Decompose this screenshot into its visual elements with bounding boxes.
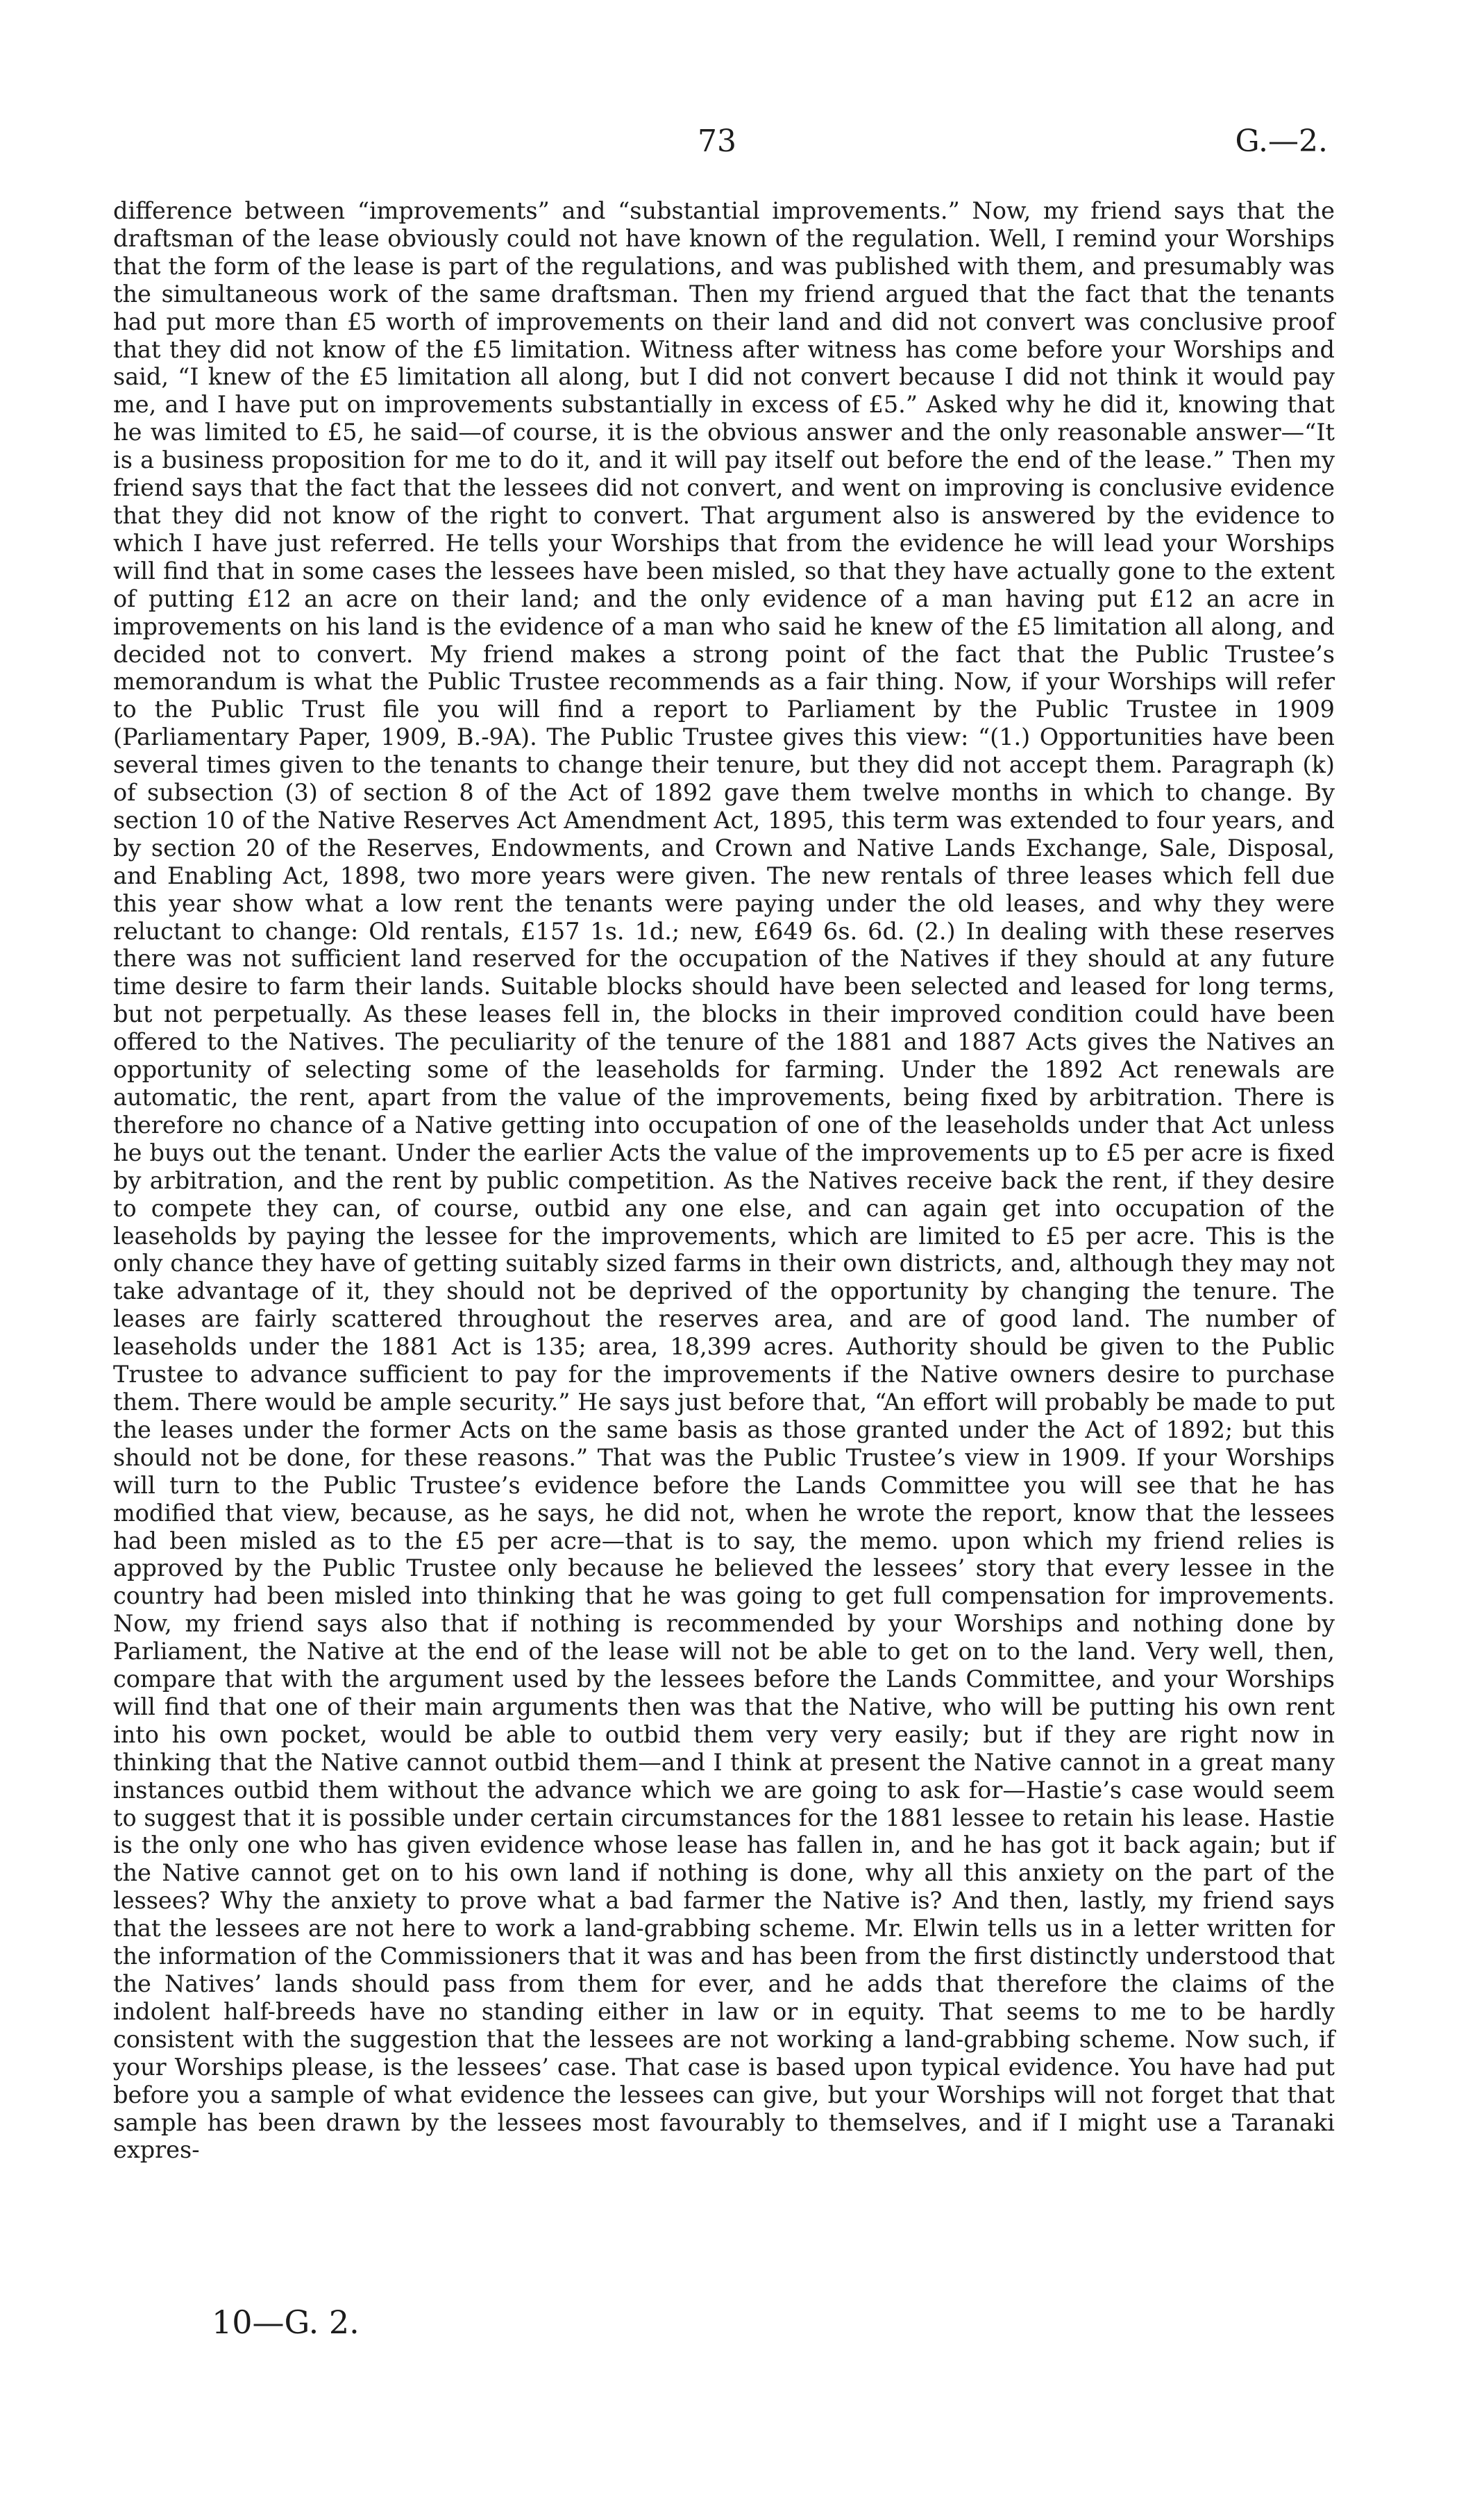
body-text <box>113 197 1335 2164</box>
page-number: 73 <box>698 124 736 159</box>
paper-reference: G.—2. <box>1235 124 1328 159</box>
body-paragraph: difference between “improvements” and “substantial improvements.” Now, my friend says that the draftsman of the lease obviously could not have known of the regulation. Well, I remind your Worships that the form of the lease is part of the regulations, and was published with them, and presumably was the simultaneous work of the same draftsman. Then my friend argued that the fact that the tenants had put more than £5 worth of improvements on their land and did not convert was conclusive proof that they did not know of the £5 limitation. Witness after witness has come before your Worships and said, “I knew of the £5 limitation all along, but I did not convert because I did not think it would pay me, and I have put on improvements substantially in excess of £5.” Asked why he did it, knowing that he was limited to £5, he said—of course, it is the obvious answer and the only reasonable answer—“It is a business proposition for me to do it, and it will pay itself out before the end of the lease.” Then my friend says that the fact that the lessees did not convert, and went on improving is conclusive evidence that they did not know of the right to convert. That argument also is answered by the evidence to which I have just referred. He tells your Worships that from the evidence he will lead your Worships will find that in some cases the lessees have been misled, so that they have actually gone to the extent of putting £12 an acre on their land; and the only evidence of a man having put £12 an acre in improvements on his land is the evidence of a man who said he knew of the £5 limitation all along, and decided not to convert. My friend makes a strong point of the fact that the Public Trustee’s memorandum is what the Public Trustee recommends as a fair thing. Now, if your Worships will refer to the Public Trust file you will find a report to Parliament by the Public Trustee in 1909 (Parliamentary Paper, 1909, B.-9A). The Public Trustee gives this view: “(1.) Opportunities have been several times given to the tenants to change their tenure, but they did not accept them. Paragraph (k) of subsection (3) of section 8 of the Act of 1892 gave them twelve months in which to change. By section 10 of the Native Reserves Act Amendment Act, 1895, this term was extended to four years, and by section 20 of the Reserves, Endowments, and Crown and Native Lands Exchange, Sale, Disposal, and Enabling Act, 1898, two more years were given. The new rentals of three leases which fell due this year show what a low rent the tenants were paying under the old leases, and why they were reluctant to change: Old rentals, £157 1s. 1d.; new, £649 6s. 6d. (2.) In dealing with these reserves there was not sufficient land reserved for the occupation of the Natives if they should at any future time desire to farm their lands. Suitable blocks should have been selected and leased for long terms, but not perpetually. As these leases fell in, the blocks in their improved condition could have been offered to the Natives. The peculiarity of the tenure of the 1881 and 1887 Acts gives the Natives an opportunity of selecting some of the leaseholds for farming. Under the 1892 Act renewals are automatic, the rent, apart from the value of the improvements, being fixed by arbitration. There is therefore no chance of a Native getting into occupation of one of the leaseholds under that Act unless he buys out the tenant. Under the earlier Acts the value of the improvements up to £5 per acre is fixed by arbitration, and the rent by public competition. As the Natives receive back the rent, if they desire to compete they can, of course, outbid any one else, and can again get into occupation of the leaseholds by paying the lessee for the improvements, which are limited to £5 per acre. This is the only chance they have of getting suitably sized farms in their own districts, and, although they may not take advantage of it, they should not be deprived of the opportunity by changing the tenure. The leases are fairly scattered throughout the reserves area, and are of good land. The number of leaseholds under the 1881 Act is 135; area, 18,399 acres. Authority should be given to the Public Trustee to advance sufficient to pay for the improvements if the Native owners desire to purchase them. There would be ample security.” He says just before that, “An effort will probably be made to put the leases under the former Acts on the same basis as those granted under the Act of 1892; but this should not be done, for these reasons.” That was the Public Trustee’s view in 1909. If your Worships will turn to the Public Trustee’s evidence before the Lands Committee you will see that he has modified that view, because, as he says, he did not, when he wrote the report, know that the lessees had been misled as to the £5 per acre—that is to say, the memo. upon which my friend relies is approved by the Public Trustee only because he believed the lessees’ story that every lessee in the country had been misled into thinking that he was going to get full compensation for improvements. Now, my friend says also that if nothing is recommended by your Worships and nothing done by Parliament, the Native at the end of the lease will not be able to get on to the land. Very well, then, compare that with the argument used by the lessees before the Lands Committee, and your Worships will find that one of their main arguments then was that the Native, who will be putting his own rent into his own pocket, would be able to outbid them very very easily; but if they are right now in thinking that the Native cannot outbid them—and I think at present the Native cannot in a great many instances outbid them without the advance which we are going to ask for—Hastie’s case would seem to suggest that it is possible under certain circumstances for the 1881 lessee to retain his lease. Hastie is the only one who has given evidence whose lease has fallen in, and he has got it back again; but if the Native cannot get on to his own land if nothing is done, why all this anxiety on the part of the lessees? Why the anxiety to prove what a bad farmer the Native is? And then, lastly, my friend says that the lessees are not here to work a land-grabbing scheme. Mr. Elwin tells us in a letter written for the information of the Commissioners that it was and has been from the first distinctly understood that the Natives’ lands should pass from them for ever, and he adds that therefore the claims of the indolent half-breeds have no standing either in law or in equity. That seems to me to be hardly consistent with the suggestion that the lessees are not working a land-grabbing scheme. Now such, if your Worships please, is the lessees’ case. That case is based upon typical evidence. You have had put before you a sample of what evidence the lessees can give, but your Worships will not forget that that sample has been drawn by the lessees most favourably to themselves, and if I might use a Taranaki expres- <box>113 197 1335 2164</box>
printer-signature: 10—G. 2. <box>212 2303 360 2341</box>
